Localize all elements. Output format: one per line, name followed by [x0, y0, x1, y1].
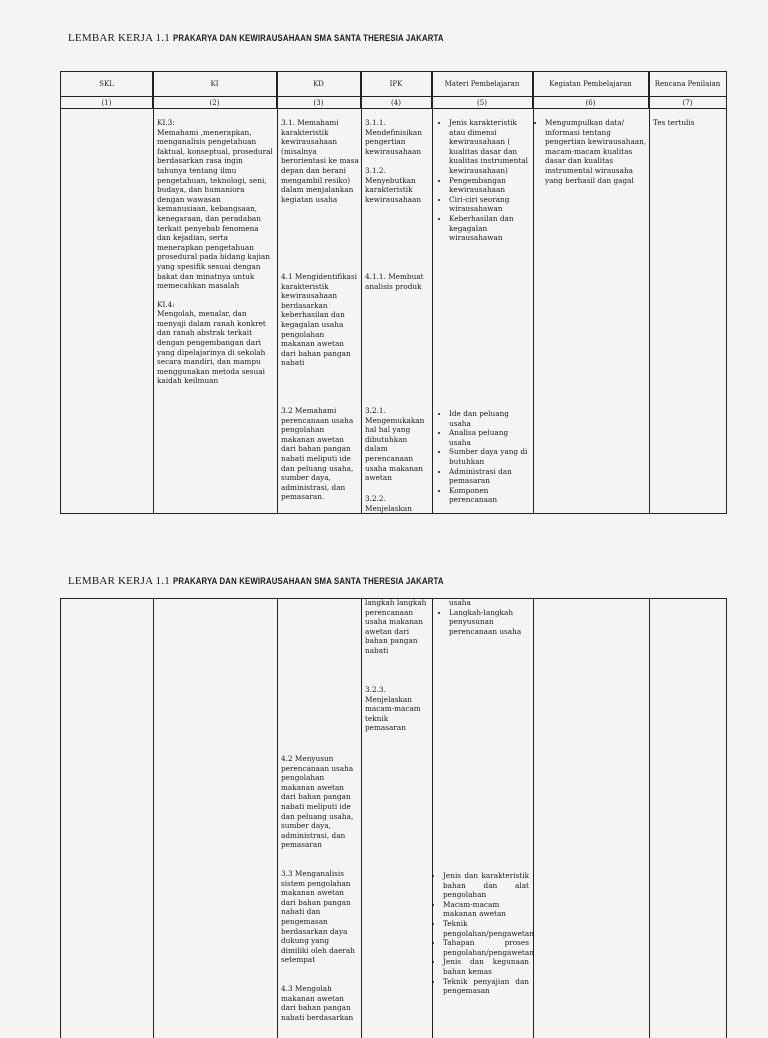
list-item: • Mengumpulkan data/ informasi tentang pengertian kewirausahaan, macam-macam kualitas dasar dan kualitas instrumental wirausaha yang berhasil dan gagal — [545, 118, 647, 185]
ipk-3-2-1: 3.2.1. Mengemukakan hal hal yang dibutuhkan dalam perencanaan usaha makanan awetan — [365, 406, 425, 483]
list-item: • Komponen perencanaan — [449, 486, 531, 505]
col-num-7: (7) — [682, 98, 693, 107]
materi-cont — [435, 598, 531, 636]
list-item: • Macam-macam makanan awetan — [443, 900, 529, 919]
list-item: • Teknik penyajian dan pengemasan — [443, 977, 529, 996]
col-num-4: (4) — [361, 97, 432, 108]
title-bold: PRAKARYA DAN KEWIRAUSAHAAN SMA SANTA THERESIA JAKARTA — [173, 576, 445, 587]
penilaian-cell: Tes tertulis — [653, 118, 695, 127]
list-item: • Analisa peluang usaha — [449, 428, 531, 447]
header-penilaian: Rencana Penilaian — [654, 80, 721, 88]
kd-3-2: 3.2 Memahami perencanaan usaha pengolahan makanan awetan dari bahan pangan nabati meliputi ide dan peluang usaha, sumber daya, administrasi, dan pemasaran. — [281, 406, 354, 502]
ki-cell — [157, 118, 273, 386]
lesson-table-page2 — [60, 598, 727, 1038]
header-kd: KD — [277, 72, 361, 96]
ki3-text: Memahami ,menerapkan, menganalisis pengetahuan faktual, konseptual, prosedural berdasarkan rasa ingin tahunya tentang ilmu pengetahuan, teknologi, seni, budaya, dan humaniora dengan wawasan kemanusiaan, kebangsaan, kenegaraan, dan peradaban terkait penyebab fenomena dan kejadian, serta menerapkan pengetahuan prosedural pada bidang kajian yang spesifik sesuai dengan bakat dan minatnya untuk memecahkan masalah — [157, 127, 273, 291]
page2-title — [68, 575, 504, 587]
list-item: • Jenis dan karakteristik bahan dan alat pengolahan — [443, 871, 529, 900]
table-number-row — [61, 97, 726, 108]
kd-4-3: 4.3 Mengolah makanan awetan dari bahan pangan nabati berdasarkan — [281, 984, 354, 1022]
title-bold: PRAKARYA DAN KEWIRAUSAHAAN SMA SANTA THERESIA JAKARTA — [173, 33, 445, 44]
ki3-title: KI.3: — [157, 118, 175, 127]
ki4-title: KI.4: — [157, 299, 175, 309]
col-num-6: (6) — [533, 97, 649, 108]
lesson-table-page1 — [60, 71, 727, 514]
list-item: • Pengembangan kewirausahaan — [449, 176, 531, 195]
list-item: • Keberhasilan dan kegagalan wirausahawan — [449, 214, 531, 243]
col-num-5: (5) — [432, 97, 533, 108]
page-title — [68, 32, 504, 44]
header-materi: Materi Pembelajaran — [432, 72, 533, 96]
list-item: • Tahapan proses pengolahan/pengawetan — [443, 938, 529, 957]
materi-list-1 — [435, 118, 531, 243]
col-num-1: (1) — [61, 97, 153, 108]
kd-3-1: 3.1. Memahami karakteristik kewirausahaan (misalnya berorientasi ke masa depan dan berani mengambil resiko) dalam menjalankan kegiatan usaha — [281, 118, 359, 204]
kd-4-2: 4.2 Menyusun perencanaan usaha pengolahan makanan awetan dari bahan pangan nabati meliputi ide dan peluang usaha, sumber daya, administrasi, dan pemasaran — [281, 754, 354, 850]
ipk-3-2-3: 3.2.3. Menjelaskan macam-macam teknik pemasaran — [365, 685, 421, 733]
ipk-4-1-1: 4.1.1. Membuat analisis produk — [365, 272, 424, 291]
materi-list-3 — [435, 871, 534, 996]
kegiatan-list — [537, 118, 647, 185]
ipk-3-1-2: 3.1.2. Menyebutkan karakteristik kewirausahaan — [365, 166, 422, 204]
list-item: • Langkah-langkah penyusunan perencanaan usaha — [449, 608, 531, 637]
list-item: • Administrasi dan pemasaran — [449, 467, 531, 486]
title-prefix: LEMBAR KERJA 1.1 — [68, 32, 170, 44]
title-prefix: LEMBAR KERJA 1.1 — [68, 575, 170, 587]
list-item: • Ide dan peluang usaha — [449, 409, 531, 428]
list-item: • Jenis dan kegunaan bahan kemas — [443, 957, 529, 976]
ipk-3-2-2: 3.2.2. Menjelaskan — [365, 494, 412, 513]
col-num-3: (3) — [277, 97, 361, 108]
header-skl: SKL — [61, 72, 153, 96]
list-item: • Ciri-ciri seorang wirausahawan — [449, 195, 531, 214]
header-ipk: IPK — [361, 72, 432, 96]
list-item: • Teknik pengolahan/pengawetan — [443, 919, 529, 938]
header-ki: KI — [153, 72, 277, 96]
materi-list-2 — [435, 409, 531, 505]
list-item: • Sumber daya yang di butuhkan — [449, 447, 531, 466]
list-item: • Jenis karakteristik atau dimensi kewirausahaan ( kualitas dasar dan kualitas instrumental kewirausahaan) — [449, 118, 531, 176]
ipk-3-1-1: 3.1.1. Mendefinisikan pengertian kewirausahaan — [365, 118, 422, 156]
header-kegiatan: Kegiatan Pembelajaran — [533, 72, 649, 96]
ipk-3-2-2-cont: langkah langkah perencanaan usaha makanan awetan dari bahan pangan nabati — [365, 598, 427, 655]
ki4-text: Mengolah, menalar, dan menyaji dalam ranah konkret dan ranah abstrak terkait dengan pengembangan dari yang dipelajarinya di sekolah secara mandiri, dan mampu menggunakan metoda sesuai kaidah keilmuan — [157, 309, 266, 386]
kd-4-1: 4.1 Mengidentifikasi karakteristik kewirausahaan berdasarkan keberhasilan dan kegagalan usaha pengolahan makanan awetan dari bahan pangan nabati — [281, 272, 358, 368]
kd-3-3: 3.3 Menganalisis sistem pengolahan makanan awetan dari bahan pangan nabati dan pengemasan berdasarkan daya dukung yang dimiliki oleh daerah setempat — [281, 869, 355, 965]
materi-cont-top: usaha — [449, 598, 471, 607]
table-header-row — [61, 72, 726, 96]
col-num-2: (2) — [153, 97, 277, 108]
